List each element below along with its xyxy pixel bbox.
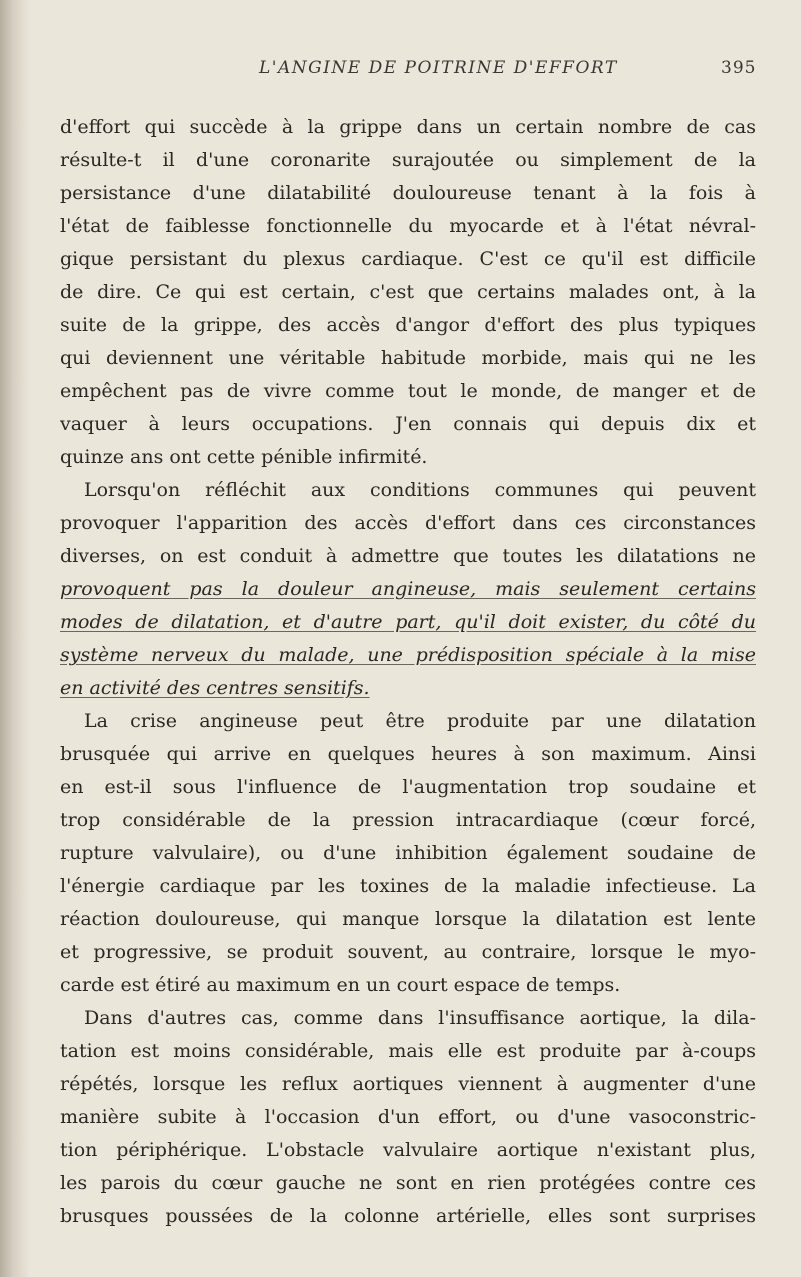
text-line: provoquer l'apparition des accès d'effort dans ces circonstances xyxy=(60,512,756,534)
text-line: quinze ans ont cette pénible infirmité. xyxy=(60,446,428,468)
page-number: 395 xyxy=(721,58,757,78)
text-line: manière subite à l'occasion d'un effort, ou d'une vasoconstric- xyxy=(60,1106,756,1128)
text-line-italic: en activité des centres sensitifs. xyxy=(60,677,370,699)
text-line: répétés, lorsque les reflux aortiques viennent à augmenter d'une xyxy=(60,1073,756,1095)
text-line: suite de la grippe, des accès d'angor d'effort des plus typiques xyxy=(60,314,756,336)
text-line: qui deviennent une véritable habitude morbide, mais qui ne les xyxy=(60,347,756,369)
text-line: de dire. Ce qui est certain, c'est que certains malades ont, à la xyxy=(60,281,756,303)
text-line: d'effort qui succède à la grippe dans un certain nombre de cas xyxy=(60,116,756,138)
text-line: brusques poussées de la colonne artérielle, elles sont surprises xyxy=(60,1205,756,1227)
text-line-italic: système nerveux du malade, une prédisposition spéciale à la mise xyxy=(60,644,756,666)
text-line: rupture valvulaire), ou d'une inhibition également soudaine de xyxy=(60,842,756,864)
text-line: tation est moins considérable, mais elle est produite par à-coups xyxy=(60,1040,756,1062)
text-line: l'énergie cardiaque par les toxines de la maladie infectieuse. La xyxy=(60,875,756,897)
text-line: l'état de faiblesse fonctionnelle du myocarde et à l'état névral- xyxy=(60,215,756,237)
text-line: résulte-t il d'une coronarite surajoutée ou simplement de la xyxy=(60,149,756,171)
text-line: trop considérable de la pression intracardiaque (cœur forcé, xyxy=(60,809,756,831)
text-line: carde est étiré au maximum en un court espace de temps. xyxy=(60,974,621,996)
text-line: Dans d'autres cas, comme dans l'insuffisance aortique, la dila- xyxy=(84,1007,756,1029)
text-line-italic: provoquent pas la douleur angineuse, mais seulement certains xyxy=(60,578,756,600)
text-line: diverses, on est conduit à admettre que toutes les dilatations ne xyxy=(60,545,756,567)
text-line: La crise angineuse peut être produite par une dilatation xyxy=(84,710,756,732)
text-line: persistance d'une dilatabilité douloureuse tenant à la fois à xyxy=(60,182,756,204)
text-line: les parois du cœur gauche ne sont en rien protégées contre ces xyxy=(60,1172,756,1194)
text-line: brusquée qui arrive en quelques heures à son maximum. Ainsi xyxy=(60,743,756,765)
text-line: gique persistant du plexus cardiaque. C'est ce qu'il est difficile xyxy=(60,248,756,270)
running-head: L'ANGINE DE POITRINE D'EFFORT xyxy=(259,58,618,78)
text-line: vaquer à leurs occupations. J'en connais qui depuis dix et xyxy=(60,413,756,435)
text-line: empêchent pas de vivre comme tout le monde, de manger et de xyxy=(60,380,756,402)
text-line: Lorsqu'on réfléchit aux conditions communes qui peuvent xyxy=(84,479,756,501)
body-text xyxy=(60,111,756,1233)
text-line: et progressive, se produit souvent, au contraire, lorsque le myo- xyxy=(60,941,756,963)
text-line-italic: modes de dilatation, et d'autre part, qu'il doit exister, du côté du xyxy=(60,611,756,633)
page-binding-shadow xyxy=(0,0,30,1277)
text-line: en est-il sous l'influence de l'augmentation trop soudaine et xyxy=(60,776,756,798)
text-line: réaction douloureuse, qui manque lorsque la dilatation est lente xyxy=(60,908,756,930)
text-line: tion périphérique. L'obstacle valvulaire aortique n'existant plus, xyxy=(60,1139,756,1161)
